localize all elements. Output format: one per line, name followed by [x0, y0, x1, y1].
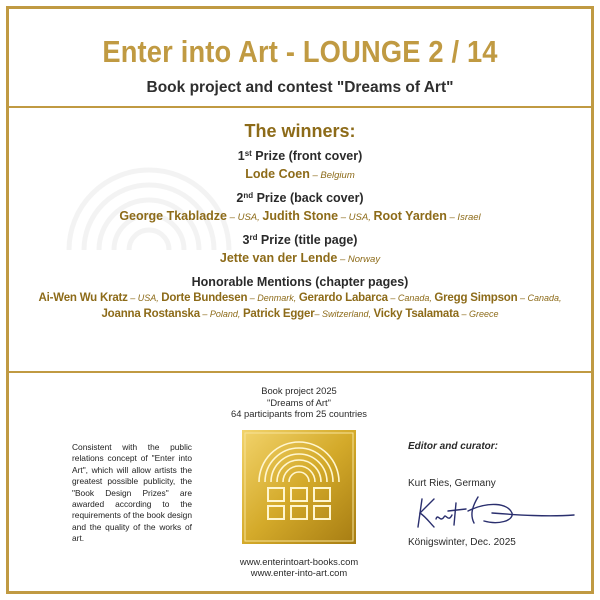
lounge-logo-icon [242, 430, 356, 544]
winners-heading: The winners: [244, 121, 356, 141]
website-url-1[interactable]: www.enterintoart-books.com [239, 555, 359, 567]
footer-section [9, 373, 591, 594]
editor-label: Editor and curator: [408, 441, 499, 452]
book-year: Book project 2025 [261, 385, 337, 396]
book-participants: 64 participants from 25 countries [230, 408, 367, 419]
description-text: Consistent with the public relations concept of "Enter into Art", which will allow artists the greatest possible publicity, the "Book Design Prizes" are awarded according to the requirements of the book design and the quality of the works of art. [72, 442, 192, 544]
winner-name: Dorte Bundesen [161, 292, 248, 304]
winner-country: – Poland, [199, 309, 243, 319]
winner-country: – Greece [458, 309, 499, 319]
winner-name: Gregg Simpson [434, 292, 518, 304]
winner-name: Root Yarden [373, 209, 447, 223]
winner-country: – USA, [227, 212, 263, 223]
winner-country: – Belgium [309, 170, 355, 181]
winner-country: – Denmark, [247, 293, 299, 303]
certificate-frame [6, 6, 594, 594]
page-subtitle: Book project and contest "Dreams of Art" [146, 79, 454, 96]
editor-column [408, 441, 588, 548]
place-date: Königswinter, Dec. 2025 [408, 537, 516, 548]
page-title: Enter into Art - LOUNGE 2 / 14 [102, 34, 498, 69]
book-title: "Dreams of Art" [267, 396, 331, 408]
winner-country: – USA, [338, 212, 374, 223]
editor-name: Kurt Ries, Germany [408, 478, 496, 489]
website-url-2[interactable]: www.enter-into-art.com [250, 567, 348, 578]
winner-name: Judith Stone [262, 209, 339, 223]
winner-country: – Israel [446, 212, 481, 223]
honorable-mentions-line-2 [9, 307, 591, 322]
third-prize-label: 3rd Prize (title page) [242, 233, 358, 247]
honorable-mentions-label: Honorable Mentions (chapter pages) [191, 275, 409, 289]
signature-icon [408, 493, 578, 531]
winner-country: – Norway [337, 254, 381, 265]
winner-name: George Tkabladze [119, 209, 228, 223]
winner-country: – Canada, [517, 293, 562, 303]
second-prize-label: 2nd Prize (back cover) [236, 191, 364, 205]
winner-country: – Canada, [387, 293, 435, 303]
winner-name: Jette van der Lende [219, 251, 338, 265]
honorable-mentions-line-1 [9, 291, 591, 306]
second-prize-winners [9, 208, 591, 226]
header [9, 9, 591, 106]
winner-name: Patrick Egger [242, 308, 315, 320]
winners-section [9, 108, 591, 371]
winner-name: Gerardo Labarca [298, 292, 388, 304]
third-prize-winners [9, 250, 591, 268]
first-prize-label: 1st Prize (front cover) [237, 149, 363, 163]
book-info-column [199, 385, 399, 579]
winner-name: Vicky Tsalamata [373, 308, 459, 320]
winner-name: Ai-Wen Wu Kratz [38, 292, 128, 304]
winner-country: – Switzerland, [314, 309, 374, 319]
winner-name: Joanna Rostanska [101, 308, 200, 320]
winner-name: Lode Coen [245, 167, 310, 181]
winner-country: – USA, [127, 293, 162, 303]
first-prize-winners [9, 166, 591, 184]
